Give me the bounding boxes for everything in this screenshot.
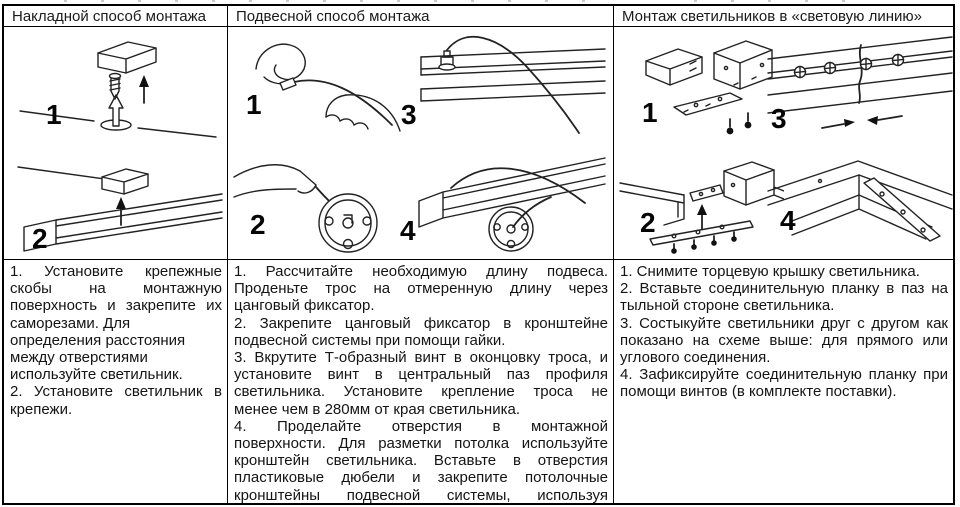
text-line: 3. Состыкуйте светильники друг с другом как [620,314,948,332]
text-line: между отверстиями [10,349,148,367]
text-line: 1. Рассчитайте необходимую длину подвеса. [234,263,608,280]
text-line: 3. Вкрутите Т-образный винт в оконцовку троса, и [234,349,608,367]
figure-lightline-step1 [616,35,784,147]
figure-number: 3 [771,103,787,134]
text-line: 2. Установите светильник в [10,383,222,401]
figure-suspended-step4 [393,141,611,257]
text-line: 2. Закрепите цанговый фиксатор в кронштейне [234,314,608,332]
text-line: кронштейн светильника. Вставьте в отверстия [234,452,608,470]
figure-number: 4 [400,215,416,246]
figure-number: 1 [642,97,658,128]
figure-number: 2 [250,209,266,240]
text-line: 2. Вставьте соединительную планку в паз на [620,280,948,298]
steps-suspended-mount [228,260,614,503]
text-line: кронштейны подвесной системы, используя [234,486,608,503]
figure-number: 2 [32,223,48,254]
figure-surface-step1 [4,31,226,151]
hands-threading-cable-drawing [230,33,410,141]
text-line: помощи винтов (в комплекте поставки). [620,383,897,401]
figure-surface-step2 [4,153,226,257]
figures-surface-mount [4,27,228,260]
profile-cable-ceiling-plate-drawing [393,141,611,257]
column-header-suspended-mount: Подвесной способ монтажа [228,6,614,27]
column-header-light-line: Монтаж светильников в «световую линию» [614,6,953,27]
figure-suspended-step2 [230,147,410,257]
corner-joint-connector-drawing [764,139,956,259]
text-line: светильника. Установите крепление троса не [234,383,608,401]
figure-suspended-step3 [393,31,611,143]
text-line: менее чем в 280мм от края светильника. [234,400,520,418]
figure-suspended-step1 [230,33,410,141]
text-line: 4. Зафиксируйте соединительную планку при [620,366,948,384]
text-line: скобы на монтажную [10,280,222,298]
figure-number: 3 [401,99,417,130]
text-line: углового соединения. [620,349,771,367]
column-header-surface-mount: Накладной способ монтажа [4,6,228,27]
figures-suspended-mount [228,27,614,260]
text-line: поверхности. Для разметки потолка используйте [234,435,608,453]
text-line: 1. Установите крепежные [10,263,222,280]
end-cap-removal-drawing [616,35,784,147]
text-line: определения расстояния [10,331,186,349]
text-line: установите винт в центральный паз профиля [234,366,608,384]
steps-surface-mount [4,260,228,503]
steps-light-line [614,260,953,503]
text-line: подвесной системы при помощи гайки. [234,331,506,349]
ceiling-anchor-screw-clip-drawing [4,31,226,151]
text-line: используйте светильник. [10,366,183,384]
hand-cable-round-bracket-drawing [230,147,410,257]
figure-lightline-step4 [764,139,956,259]
figure-number: 2 [640,207,656,238]
figure-lightline-step3 [764,31,956,146]
figures-light-line [614,27,953,260]
figure-number: 1 [246,89,262,120]
text-line: 4. Проделайте отверстия в монтажной [234,417,608,435]
t-bolt-in-profile-cable-drawing [393,31,611,143]
figure-number: 4 [780,205,796,236]
text-line: крепежи. [10,400,73,418]
cropped-text-remnants [660,0,870,2]
instruction-table [2,4,955,505]
text-line: пластиковые дюбели и закрепите потолочные [234,469,608,487]
connector-plate-insertion-drawing [616,147,784,257]
text-line: показано на схеме выше: для прямого или [620,331,948,349]
figure-lightline-step2 [616,147,784,257]
cropped-text-remnants [30,0,590,2]
straight-joint-screws-drawing [764,31,956,146]
text-line: 1. Снимите торцевую крышку светильника. [620,263,920,280]
text-line: цанговый фиксатор. [234,297,375,315]
text-line: поверхность и закрепите их [10,297,222,315]
text-line: саморезами. Для [10,314,131,332]
text-line: тыльной стороне светильника. [620,297,835,315]
text-line: Проденьте трос на отмеренную длину через [234,280,608,298]
figure-number: 1 [46,99,62,130]
